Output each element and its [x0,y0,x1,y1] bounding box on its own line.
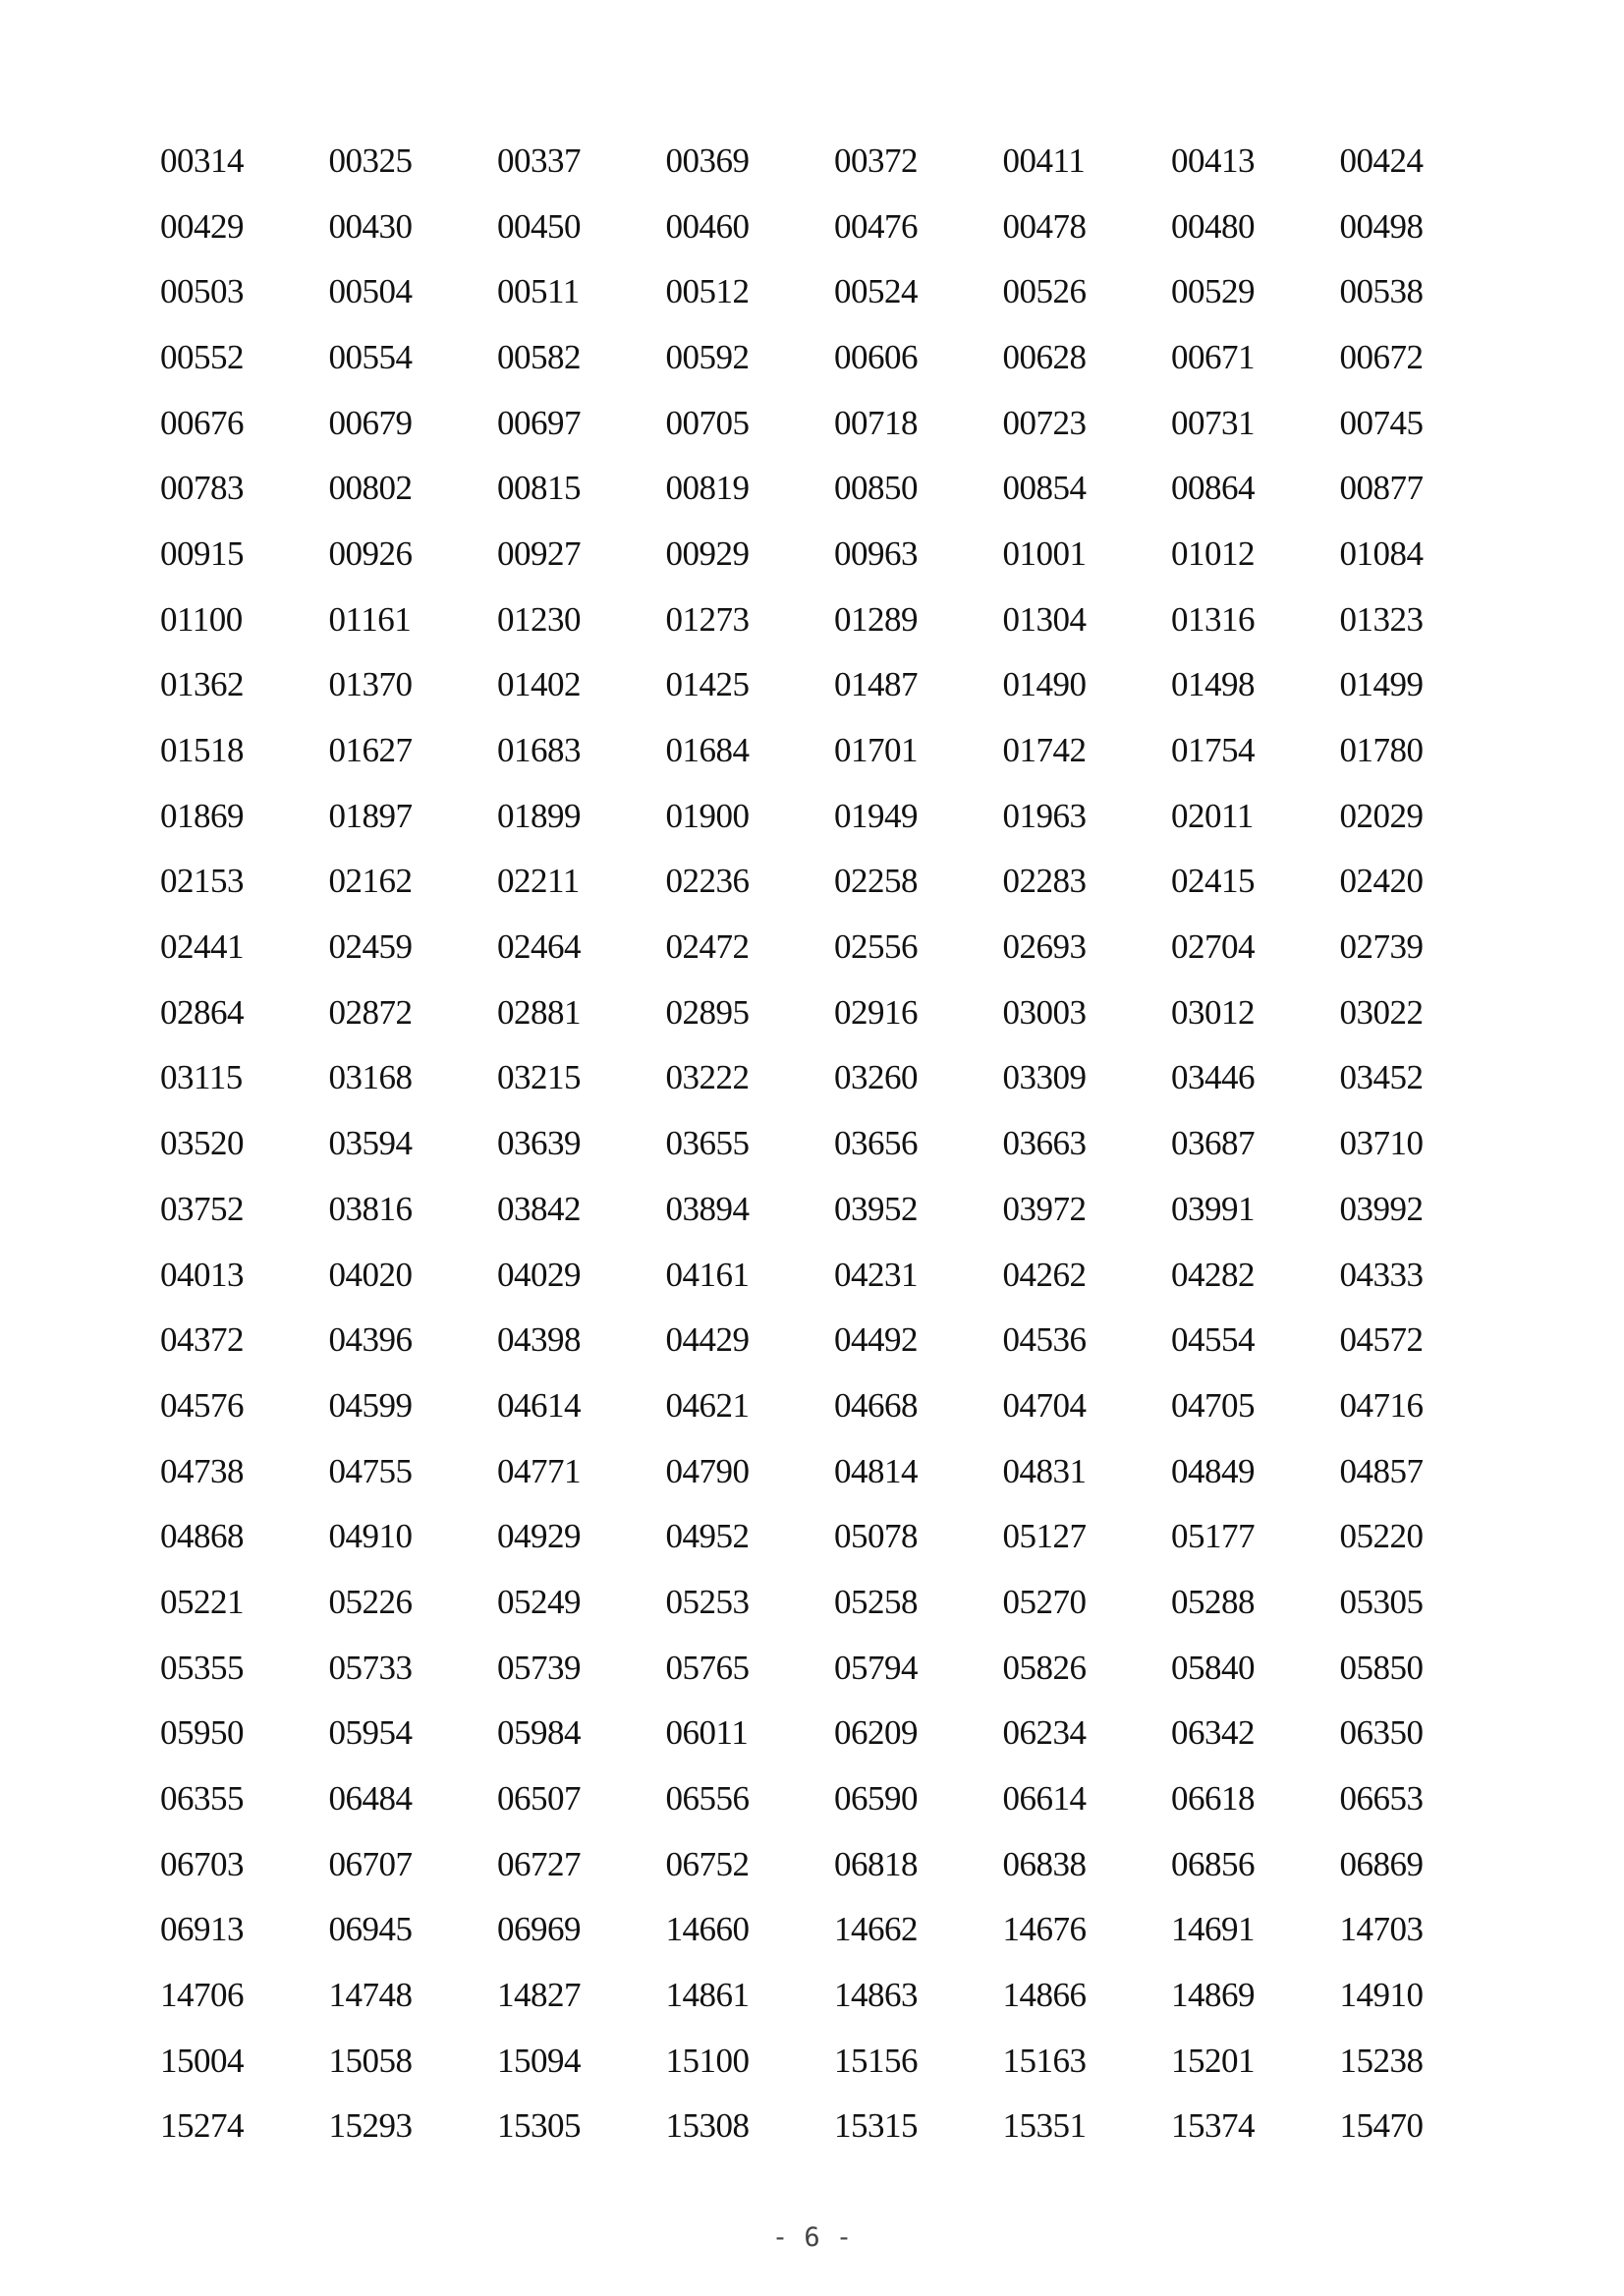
number-cell: 01289 [834,599,918,639]
number-cell: 01487 [834,665,918,704]
number-cell: 00926 [328,533,413,573]
number-cell: 06011 [665,1713,749,1753]
number-cell: 06350 [1339,1713,1424,1753]
number-cell: 01370 [328,665,413,704]
number-cell: 04716 [1339,1385,1424,1425]
number-cell: 00927 [497,533,581,573]
number-cell: 02464 [497,927,581,967]
number-cell: 01899 [497,796,581,835]
number-cell: 03003 [1002,992,1087,1032]
number-cell: 06856 [1171,1844,1255,1883]
number-cell: 04599 [328,1385,413,1425]
number-cell: 02704 [1171,927,1255,967]
number-cell: 01316 [1171,599,1255,639]
number-cell: 03991 [1171,1189,1255,1228]
number-cell: 05950 [160,1713,244,1753]
number-cell: 02472 [665,927,750,967]
number-cell: 00369 [665,140,750,180]
number-cell: 04738 [160,1451,244,1490]
number-cell: 02236 [665,862,750,901]
number-cell: 06838 [1002,1844,1087,1883]
number-cell: 00450 [497,206,581,246]
number-cell: 05739 [497,1648,581,1687]
number-cell: 01490 [1002,665,1087,704]
number-cell: 04868 [160,1517,244,1556]
number-cell: 15315 [834,2106,918,2146]
number-cell: 00745 [1339,403,1424,442]
number-cell: 00606 [834,337,918,376]
number-cell: 04849 [1171,1451,1255,1490]
number-cell: 06484 [328,1779,413,1819]
number-cell: 05984 [497,1713,581,1753]
number-cell: 02029 [1339,796,1424,835]
number-cell: 00314 [160,140,244,180]
number-cell: 06945 [328,1910,413,1949]
number-cell: 04398 [497,1320,581,1360]
number-cell: 03022 [1339,992,1424,1032]
number-cell: 00854 [1002,469,1087,508]
number-cell: 14869 [1171,1976,1255,2015]
number-cell: 02258 [834,862,918,901]
number-cell: 02916 [834,992,918,1032]
number-cell: 04536 [1002,1320,1087,1360]
number-cell: 04668 [834,1385,918,1425]
number-cell: 00731 [1171,403,1255,442]
number-cell: 04621 [665,1385,750,1425]
number-cell: 06618 [1171,1779,1255,1819]
number-cell: 05794 [834,1648,918,1687]
number-cell: 06818 [834,1844,918,1883]
number-cell: 00430 [328,206,413,246]
number-cell: 01273 [665,599,750,639]
number-cell: 15305 [497,2106,581,2146]
number-cell: 01780 [1339,731,1424,770]
number-cell: 01897 [328,796,413,835]
number-cell: 15308 [665,2106,750,2146]
number-cell: 04771 [497,1451,581,1490]
number-cell: 02011 [1171,796,1254,835]
number-cell: 03215 [497,1058,581,1097]
number-cell: 00498 [1339,206,1424,246]
number-cell: 06590 [834,1779,918,1819]
number-cell: 01012 [1171,533,1255,573]
number-cell: 01949 [834,796,918,835]
number-cell: 00705 [665,403,750,442]
number-cell: 00915 [160,533,244,573]
number-cell: 06969 [497,1910,581,1949]
number-cell: 04790 [665,1451,750,1490]
number-cell: 04429 [665,1320,750,1360]
number-cell: 04396 [328,1320,413,1360]
number-cell: 04705 [1171,1385,1255,1425]
number-cell: 04029 [497,1255,581,1294]
number-grid [160,128,1506,2158]
number-cell: 04857 [1339,1451,1424,1490]
number-cell: 04231 [834,1255,918,1294]
number-cell: 05221 [160,1582,244,1621]
number-cell: 14861 [665,1976,750,2015]
number-cell: 04262 [1002,1255,1087,1294]
number-cell: 00723 [1002,403,1087,442]
number-cell: 05840 [1171,1648,1255,1687]
number-cell: 03842 [497,1189,581,1228]
number-cell: 05258 [834,1582,918,1621]
number-cell: 02211 [497,862,580,901]
number-cell: 05954 [328,1713,413,1753]
number-cell: 01742 [1002,731,1087,770]
number-cell: 00554 [328,337,413,376]
number-cell: 04614 [497,1385,581,1425]
number-cell: 03222 [665,1058,750,1097]
number-cell: 03952 [834,1189,918,1228]
number-cell: 02881 [497,992,581,1032]
number-cell: 04372 [160,1320,244,1360]
number-cell: 03446 [1171,1058,1255,1097]
number-cell: 01084 [1339,533,1424,573]
number-cell: 03992 [1339,1189,1424,1228]
number-cell: 15293 [328,2106,413,2146]
number-cell: 15058 [328,2041,413,2080]
number-cell: 03452 [1339,1058,1424,1097]
number-cell: 05850 [1339,1648,1424,1687]
number-cell: 01001 [1002,533,1087,573]
number-cell: 00413 [1171,140,1255,180]
number-cell: 04704 [1002,1385,1087,1425]
number-cell: 03663 [1002,1124,1087,1163]
number-cell: 04929 [497,1517,581,1556]
number-cell: 00503 [160,272,244,311]
number-cell: 15238 [1339,2041,1424,2080]
number-cell: 03687 [1171,1124,1255,1163]
number-cell: 00671 [1171,337,1255,376]
number-cell: 04814 [834,1451,918,1490]
number-cell: 00411 [1002,140,1086,180]
number-cell: 00504 [328,272,413,311]
number-cell: 04282 [1171,1255,1255,1294]
number-cell: 01161 [328,599,412,639]
number-cell: 01362 [160,665,244,704]
number-cell: 00676 [160,403,244,442]
number-cell: 00372 [834,140,918,180]
number-cell: 15374 [1171,2106,1255,2146]
number-cell: 02459 [328,927,413,967]
number-cell: 01499 [1339,665,1424,704]
number-cell: 03752 [160,1189,244,1228]
number-cell: 04492 [834,1320,918,1360]
number-cell: 00929 [665,533,750,573]
number-cell: 06703 [160,1844,244,1883]
number-cell: 06653 [1339,1779,1424,1819]
number-cell: 01683 [497,731,581,770]
number-cell: 02420 [1339,862,1424,901]
number-cell: 03012 [1171,992,1255,1032]
number-cell: 02895 [665,992,750,1032]
number-cell: 05288 [1171,1582,1255,1621]
number-cell: 01230 [497,599,581,639]
number-cell: 02415 [1171,862,1255,901]
number-cell: 03639 [497,1124,581,1163]
number-cell: 15156 [834,2041,918,2080]
number-cell: 01900 [665,796,750,835]
number-cell: 03520 [160,1124,244,1163]
number-cell: 06614 [1002,1779,1087,1819]
number-cell: 15100 [665,2041,750,2080]
number-cell: 03710 [1339,1124,1424,1163]
number-cell: 06869 [1339,1844,1424,1883]
number-cell: 00850 [834,469,918,508]
number-cell: 00864 [1171,469,1255,508]
number-cell: 02556 [834,927,918,967]
number-cell: 15274 [160,2106,244,2146]
number-cell: 06556 [665,1779,750,1819]
number-cell: 14863 [834,1976,918,2015]
number-cell: 06752 [665,1844,750,1883]
number-cell: 01402 [497,665,581,704]
number-cell: 05127 [1002,1517,1087,1556]
number-cell: 05355 [160,1648,244,1687]
number-cell: 04572 [1339,1320,1424,1360]
number-cell: 15201 [1171,2041,1255,2080]
number-cell: 01701 [834,731,918,770]
number-cell: 06507 [497,1779,581,1819]
number-cell: 05226 [328,1582,413,1621]
number-cell: 04020 [328,1255,413,1294]
number-cell: 06707 [328,1844,413,1883]
number-cell: 05253 [665,1582,750,1621]
number-cell: 01518 [160,731,244,770]
number-cell: 00429 [160,206,244,246]
number-cell: 05249 [497,1582,581,1621]
number-cell: 00460 [665,206,750,246]
number-cell: 03309 [1002,1058,1087,1097]
number-cell: 02739 [1339,927,1424,967]
number-cell: 05765 [665,1648,750,1687]
number-cell: 00325 [328,140,413,180]
number-cell: 03260 [834,1058,918,1097]
number-cell: 01304 [1002,599,1087,639]
number-cell: 00476 [834,206,918,246]
number-cell: 04910 [328,1517,413,1556]
number-cell: 06234 [1002,1713,1087,1753]
number-cell: 14691 [1171,1910,1255,1949]
number-cell: 00478 [1002,206,1087,246]
number-cell: 15351 [1002,2106,1087,2146]
number-cell: 03894 [665,1189,750,1228]
number-cell: 04755 [328,1451,413,1490]
number-cell: 04554 [1171,1320,1255,1360]
number-cell: 00672 [1339,337,1424,376]
number-cell: 05305 [1339,1582,1424,1621]
number-cell: 05733 [328,1648,413,1687]
number-cell: 14662 [834,1910,918,1949]
number-cell: 06727 [497,1844,581,1883]
number-cell: 03115 [160,1058,243,1097]
number-cell: 01100 [160,599,243,639]
number-cell: 01323 [1339,599,1424,639]
number-cell: 02153 [160,862,244,901]
number-cell: 03594 [328,1124,413,1163]
number-cell: 05270 [1002,1582,1087,1621]
number-cell: 00718 [834,403,918,442]
number-cell: 05078 [834,1517,918,1556]
number-cell: 00511 [497,272,580,311]
number-cell: 00480 [1171,206,1255,246]
number-cell: 02162 [328,862,413,901]
number-cell: 15094 [497,2041,581,2080]
page-number: - 6 - [771,2222,853,2253]
number-cell: 01684 [665,731,750,770]
number-cell: 04952 [665,1517,750,1556]
number-cell: 05177 [1171,1517,1255,1556]
number-cell: 14703 [1339,1910,1424,1949]
number-cell: 02693 [1002,927,1087,967]
number-cell: 06913 [160,1910,244,1949]
number-cell: 00697 [497,403,581,442]
number-cell: 00679 [328,403,413,442]
number-cell: 00877 [1339,469,1424,508]
number-cell: 02441 [160,927,244,967]
number-cell: 01425 [665,665,750,704]
number-cell: 00592 [665,337,750,376]
number-cell: 00538 [1339,272,1424,311]
number-cell: 00552 [160,337,244,376]
number-cell: 14866 [1002,1976,1087,2015]
number-cell: 02864 [160,992,244,1032]
number-cell: 14676 [1002,1910,1087,1949]
number-cell: 02283 [1002,862,1087,901]
number-cell: 00802 [328,469,413,508]
number-cell: 03816 [328,1189,413,1228]
number-cell: 14706 [160,1976,244,2015]
number-cell: 04576 [160,1385,244,1425]
number-cell: 00524 [834,272,918,311]
number-cell: 00783 [160,469,244,508]
number-cell: 04013 [160,1255,244,1294]
number-cell: 00424 [1339,140,1424,180]
number-cell: 04333 [1339,1255,1424,1294]
number-cell: 01869 [160,796,244,835]
number-cell: 14827 [497,1976,581,2015]
number-cell: 00582 [497,337,581,376]
number-cell: 00815 [497,469,581,508]
number-cell: 00526 [1002,272,1087,311]
number-cell: 14660 [665,1910,750,1949]
number-cell: 02872 [328,992,413,1032]
number-cell: 01627 [328,731,413,770]
number-cell: 00529 [1171,272,1255,311]
number-cell: 01963 [1002,796,1087,835]
number-cell: 05826 [1002,1648,1087,1687]
number-cell: 01754 [1171,731,1255,770]
number-cell: 14748 [328,1976,413,2015]
number-cell: 05220 [1339,1517,1424,1556]
number-cell: 00819 [665,469,750,508]
number-cell: 15470 [1339,2106,1424,2146]
number-cell: 01498 [1171,665,1255,704]
number-cell: 00628 [1002,337,1087,376]
number-cell: 03972 [1002,1189,1087,1228]
number-cell: 15163 [1002,2041,1087,2080]
number-cell: 06355 [160,1779,244,1819]
number-cell: 00512 [665,272,750,311]
number-cell: 04161 [665,1255,750,1294]
number-cell: 03656 [834,1124,918,1163]
number-cell: 00963 [834,533,918,573]
number-cell: 15004 [160,2041,244,2080]
number-cell: 04831 [1002,1451,1087,1490]
number-cell: 03655 [665,1124,750,1163]
number-cell: 00337 [497,140,581,180]
number-cell: 03168 [328,1058,413,1097]
number-cell: 06342 [1171,1713,1255,1753]
number-cell: 14910 [1339,1976,1424,2015]
number-cell: 06209 [834,1713,918,1753]
